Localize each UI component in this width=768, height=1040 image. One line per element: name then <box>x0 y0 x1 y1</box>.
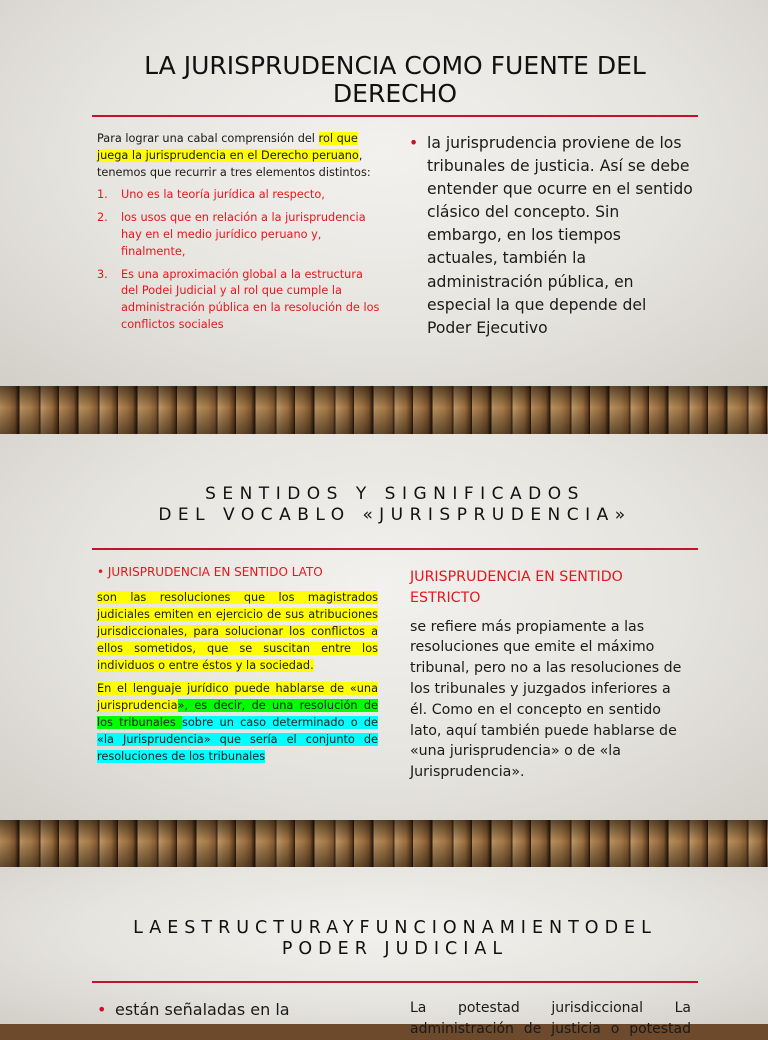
title-line-1: SENTIDOS Y SIGNIFICADOS <box>205 484 585 504</box>
slide-3-title <box>92 918 698 960</box>
wood-floor-divider <box>0 386 768 434</box>
elements-list <box>97 187 381 333</box>
list-item <box>97 210 381 260</box>
title-line-1: LAESTRUCTURAYFUNCIONAMIENTODEL <box>133 918 657 938</box>
lato-heading: • JURISPRUDENCIA EN SENTIDO LATO <box>97 565 323 579</box>
slide-2-right-column <box>410 567 692 783</box>
lato-paragraph-1-text: son las resoluciones que los magistrados judiciales emiten en ejercicio de sus atribuciones jurisdiccionales, para solucionar los conflictos a ellos sometidos, que se suscitan entre los individuos o entre éstos y la sociedad. <box>97 591 378 672</box>
slide-1-right-column <box>409 132 694 340</box>
highlight-green: », es decir, de una resolución de los tribunales <box>97 699 378 729</box>
bullet-text: están señaladas en la <box>115 1000 290 1019</box>
estricto-heading: JURISPRUDENCIA EN SENTIDO ESTRICTO <box>410 569 623 606</box>
slide-2-title <box>92 484 698 526</box>
list-item-text: los usos que en relación a la jurisprudencia hay en el medio jurídico peruano y, finalmente, <box>121 211 366 258</box>
title-line-2: PODER JUDICIAL <box>281 939 509 959</box>
bullet-icon: • <box>97 1000 107 1019</box>
wood-floor-divider <box>0 820 768 867</box>
list-item-text: Uno es la teoría jurídica al respecto, <box>121 188 325 202</box>
highlight-yellow: En el lenguaje jurídico puede hablarse de «una jurisprudencia <box>97 682 378 712</box>
intro-text-end: , tenemos que recurrir a tres elementos distintos: <box>97 148 371 179</box>
list-item-text: Es una aproximación global a la estructura del Podei Judicial y al rol que cumple la administración pública en la resolución de los conflictos sociales <box>121 267 380 331</box>
bullet-text: la jurisprudencia proviene de los tribunales de justicia. Así se debe entender que ocurre en el sentido clásico del concepto. Sin embargo, en los tiempos actuales, también la administración pública, en especial la que depende del Poder Ejecutivo <box>427 134 693 337</box>
bullet-icon: • <box>409 134 419 152</box>
list-item <box>97 267 381 334</box>
title-divider <box>92 548 698 550</box>
bullet-item <box>409 132 694 340</box>
lato-paragraph-2 <box>97 680 378 765</box>
title-divider <box>92 115 698 117</box>
intro-text: Para lograr una cabal comprensión del <box>97 132 319 145</box>
slide-1-title: LA JURISPRUDENCIA COMO FUENTE DEL DERECHO <box>144 51 646 108</box>
intro-paragraph <box>97 131 381 181</box>
estricto-text: se refiere más propiamente a las resoluciones que emite el máximo tribunal, pero no a las resoluciones de los tribunales y juzgados inferiores a él. Como en el concepto en sentido lato, aquí también puede hablarse de «una jurisprudencia» o de «la Jurisprudencia». <box>410 618 682 781</box>
list-item-number: 3. <box>97 267 108 281</box>
intro-highlight: rol que juega la jurisprudencia en el Derecho peruano <box>97 132 359 162</box>
slide-3-right-column: La potestad jurisdiccional La administración de justicia o potestad <box>410 1000 691 1037</box>
title-line-2: DEL VOCABLO «JURISPRUDENCIA» <box>158 505 632 525</box>
slide-3-left-column <box>97 998 387 1022</box>
bullet-item <box>97 998 387 1022</box>
title-divider <box>92 981 698 983</box>
slide-2-left-column <box>97 564 378 771</box>
list-item-number: 2. <box>97 211 108 225</box>
lato-paragraph-1 <box>97 589 378 674</box>
highlight-cyan: sobre un caso determinado o de «la Jurisprudencia» que sería el conjunto de resoluciones de los tribunales <box>97 716 378 763</box>
slide-1-left-column <box>97 131 381 340</box>
list-item-number: 1. <box>97 188 108 202</box>
list-item <box>97 187 381 204</box>
